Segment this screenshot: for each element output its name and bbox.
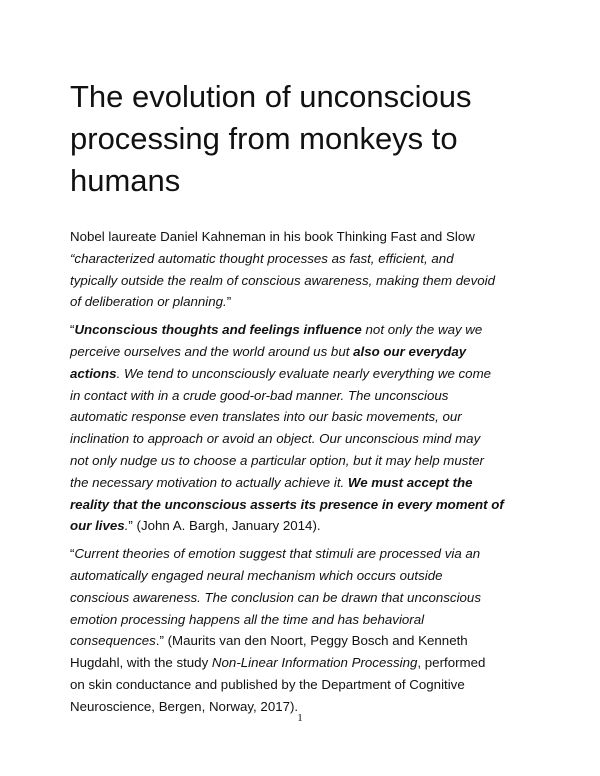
document-page bbox=[70, 0, 540, 776]
text-run: “characterized automatic thought processes as fast, efficient, and bbox=[70, 250, 454, 266]
text-run: consequences bbox=[70, 633, 156, 649]
text-line bbox=[70, 652, 540, 674]
bold-text: Unconscious thoughts and feelings influence bbox=[74, 322, 362, 338]
text-line bbox=[70, 494, 540, 516]
body-paragraph bbox=[70, 226, 540, 313]
text-run bbox=[70, 366, 117, 381]
bold-text: reality that the unconscious asserts its presence in every moment of bbox=[70, 496, 504, 512]
text-line bbox=[70, 363, 540, 385]
text-line bbox=[70, 270, 540, 292]
text-line bbox=[70, 319, 540, 341]
text-run bbox=[353, 344, 466, 359]
text-run: “ bbox=[70, 322, 75, 338]
text-line bbox=[70, 450, 540, 472]
bold-text: our lives bbox=[70, 518, 125, 534]
text-run bbox=[348, 475, 473, 490]
body-paragraph bbox=[70, 543, 540, 717]
text-run: the necessary motivation to actually achieve it. bbox=[70, 474, 348, 490]
text-run: automatic response even translates into our basic movements, our bbox=[70, 409, 462, 425]
text-line bbox=[70, 226, 540, 248]
text-line bbox=[70, 248, 540, 270]
text-line bbox=[70, 472, 540, 494]
text-run: ” (John A. Bargh, January 2014). bbox=[128, 518, 321, 534]
text-run: not only nudge us to choose a particular option, but it may help muster bbox=[70, 452, 484, 468]
text-line bbox=[70, 609, 540, 631]
text-run: “ bbox=[70, 546, 75, 562]
bold-text: actions bbox=[70, 365, 117, 381]
text-run: Non-Linear Information Processing bbox=[211, 655, 418, 671]
text-run: Nobel laureate Daniel Kahneman in his book Thinking Fast and Slow bbox=[70, 229, 475, 244]
text-line bbox=[70, 385, 540, 407]
document-body bbox=[70, 226, 540, 724]
text-run: Neuroscience, Bergen, Norway, 2017). bbox=[70, 698, 299, 714]
text-run: inclination to approach or avoid an object. Our unconscious mind may bbox=[70, 431, 481, 447]
text-run: Hugdahl, with the study bbox=[70, 655, 212, 671]
text-run: typically outside the realm of conscious awareness, making them devoid bbox=[70, 272, 495, 288]
text-line bbox=[70, 406, 540, 428]
text-line bbox=[70, 565, 540, 587]
text-run: on skin conductance and published by the Department of Cognitive bbox=[70, 676, 465, 692]
text-line bbox=[70, 515, 540, 537]
page-number: 1 bbox=[297, 712, 303, 724]
text-line bbox=[70, 291, 540, 313]
text-run: perceive ourselves and the world around us but bbox=[70, 343, 354, 359]
text-line bbox=[70, 674, 540, 696]
text-run bbox=[70, 497, 504, 512]
text-line bbox=[70, 341, 540, 363]
text-run: not only the way we bbox=[361, 322, 483, 338]
document-title bbox=[70, 76, 540, 202]
text-run: in contact with in a crude good-or-bad manner. The unconscious bbox=[70, 387, 449, 403]
text-run bbox=[70, 518, 125, 533]
text-run bbox=[74, 322, 361, 337]
text-run: . We tend to unconsciously evaluate nearly everything we come bbox=[116, 365, 492, 381]
text-line bbox=[70, 428, 540, 450]
bold-text: We must accept the bbox=[347, 474, 473, 490]
text-line bbox=[70, 630, 540, 652]
text-run: of deliberation or planning. bbox=[70, 294, 227, 310]
text-line bbox=[70, 587, 540, 609]
body-paragraph bbox=[70, 319, 540, 537]
text-run: ” bbox=[226, 294, 232, 310]
text-run: conscious awareness. The conclusion can be drawn that unconscious bbox=[70, 589, 481, 605]
text-run: automatically engaged neural mechanism which occurs outside bbox=[70, 567, 443, 583]
text-run: . bbox=[124, 518, 129, 534]
bold-text: also our everyday bbox=[353, 343, 467, 359]
text-run: , performed bbox=[417, 655, 486, 671]
text-run: .” (Maurits van den Noort, Peggy Bosch and Kenneth bbox=[155, 633, 468, 649]
title-line: humans bbox=[70, 163, 181, 198]
text-run: emotion processing happens all the time and has behavioral bbox=[70, 611, 425, 627]
title-line: processing from monkeys to bbox=[70, 121, 458, 156]
title-line: The evolution of unconscious bbox=[70, 79, 472, 114]
text-line bbox=[70, 543, 540, 565]
text-run: Current theories of emotion suggest that stimuli are processed via an bbox=[74, 546, 481, 562]
